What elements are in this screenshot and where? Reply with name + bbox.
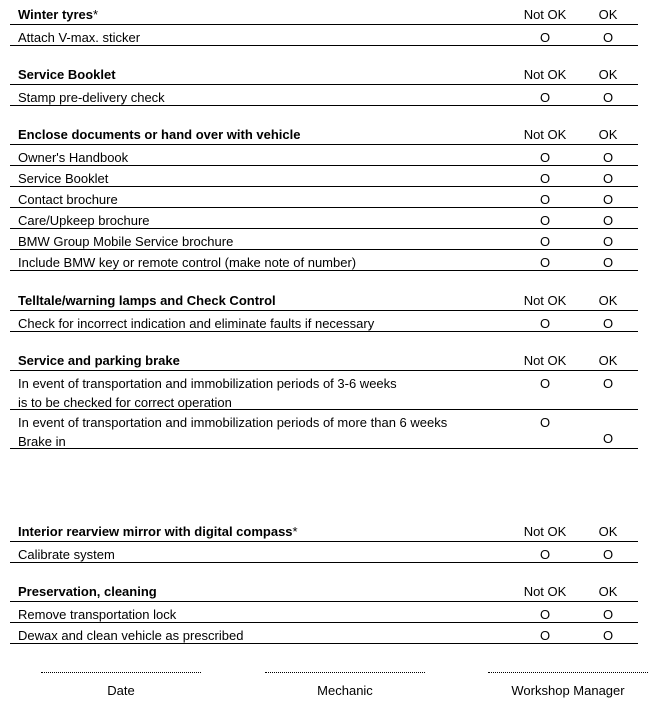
row-label: In event of transportation and immobilization periods of 3-6 weeks is to be checked for correct operation — [18, 376, 397, 410]
row-label: In event of transportation and immobilization periods of more than 6 weeks Brake in — [18, 415, 448, 449]
section-header: Service and parking brake Not OK OK — [10, 351, 638, 371]
section-header: Service Booklet Not OK OK — [10, 65, 638, 85]
section-enclose-documents — [10, 125, 638, 271]
section-title: Telltale/warning lamps and Check Control — [18, 293, 276, 308]
checklist-row: Check for incorrect indication and eliminate faults if necessary O O — [10, 311, 638, 332]
checklist-row: BMW Group Mobile Service brochure O O — [10, 229, 638, 250]
checklist-row: Owner's Handbook O O — [10, 145, 638, 166]
row-label: Attach V-max. sticker — [18, 30, 141, 45]
checklist-row: Dewax and clean vehicle as prescribed O O — [10, 623, 638, 644]
row-label: Service Booklet — [18, 171, 109, 186]
row-label: BMW Group Mobile Service brochure — [18, 234, 234, 249]
signature-line — [41, 672, 201, 673]
row-label: Care/Upkeep brochure — [18, 213, 150, 228]
checklist-row: Care/Upkeep brochure O O — [10, 208, 638, 229]
row-label: Dewax and clean vehicle as prescribed — [18, 628, 244, 643]
section-header: Interior rearview mirror with digital compass* Not OK OK — [10, 522, 638, 542]
signature-label: Mechanic — [317, 683, 373, 698]
checklist-row: In event of transportation and immobilization periods of 3-6 weeks is to be checked for correct operation O O — [10, 371, 638, 410]
section-header: Enclose documents or hand over with vehicle Not OK OK — [10, 125, 638, 145]
section-service-booklet — [10, 65, 638, 106]
row-label: Owner's Handbook — [18, 150, 129, 165]
signature-mechanic[interactable] — [265, 672, 425, 698]
section-header: Preservation, cleaning Not OK OK — [10, 582, 638, 602]
section-title: Service Booklet — [18, 67, 116, 82]
row-label: Remove transportation lock — [18, 607, 177, 622]
checklist-row: Remove transportation lock O O — [10, 602, 638, 623]
signature-date[interactable] — [41, 672, 201, 698]
signature-label: Date — [107, 683, 135, 698]
section-title: Service and parking brake — [18, 353, 180, 368]
row-label: Stamp pre-delivery check — [18, 90, 165, 105]
signature-line — [488, 672, 648, 673]
checklist-row: In event of transportation and immobilization periods of more than 6 weeks Brake in O O — [10, 410, 638, 449]
row-label: Include BMW key or remote control (make note of number) — [18, 255, 357, 270]
checklist-row: Service Booklet O O — [10, 166, 638, 187]
row-label: Contact brochure — [18, 192, 118, 207]
section-title: Winter tyres* — [18, 7, 99, 22]
checklist-row: Stamp pre-delivery check O O — [10, 85, 638, 106]
section-title: Enclose documents or hand over with vehicle — [18, 127, 301, 142]
section-interior-rearview-mirror — [10, 522, 638, 563]
section-header: Telltale/warning lamps and Check Control Not OK OK — [10, 291, 638, 311]
signature-label: Workshop Manager — [511, 683, 625, 698]
checklist-row: Attach V-max. sticker O O — [10, 25, 638, 46]
signature-workshop-manager[interactable] — [488, 672, 648, 698]
section-service-parking-brake — [10, 351, 638, 449]
section-preservation-cleaning — [10, 582, 638, 644]
section-title: Preservation, cleaning — [18, 584, 157, 599]
row-label: Calibrate system — [18, 547, 115, 562]
signature-line — [265, 672, 425, 673]
section-winter-tyres — [10, 5, 638, 46]
row-label: Check for incorrect indication and eliminate faults if necessary — [18, 316, 375, 331]
section-title: Interior rearview mirror with digital compass* — [18, 524, 298, 539]
checklist-row: Include BMW key or remote control (make note of number) O O — [10, 250, 638, 271]
section-telltale-warning-lamps — [10, 291, 638, 332]
checklist-row: Calibrate system O O — [10, 542, 638, 563]
checklist-row: Contact brochure O O — [10, 187, 638, 208]
section-header: Winter tyres* Not OK OK — [10, 5, 638, 25]
